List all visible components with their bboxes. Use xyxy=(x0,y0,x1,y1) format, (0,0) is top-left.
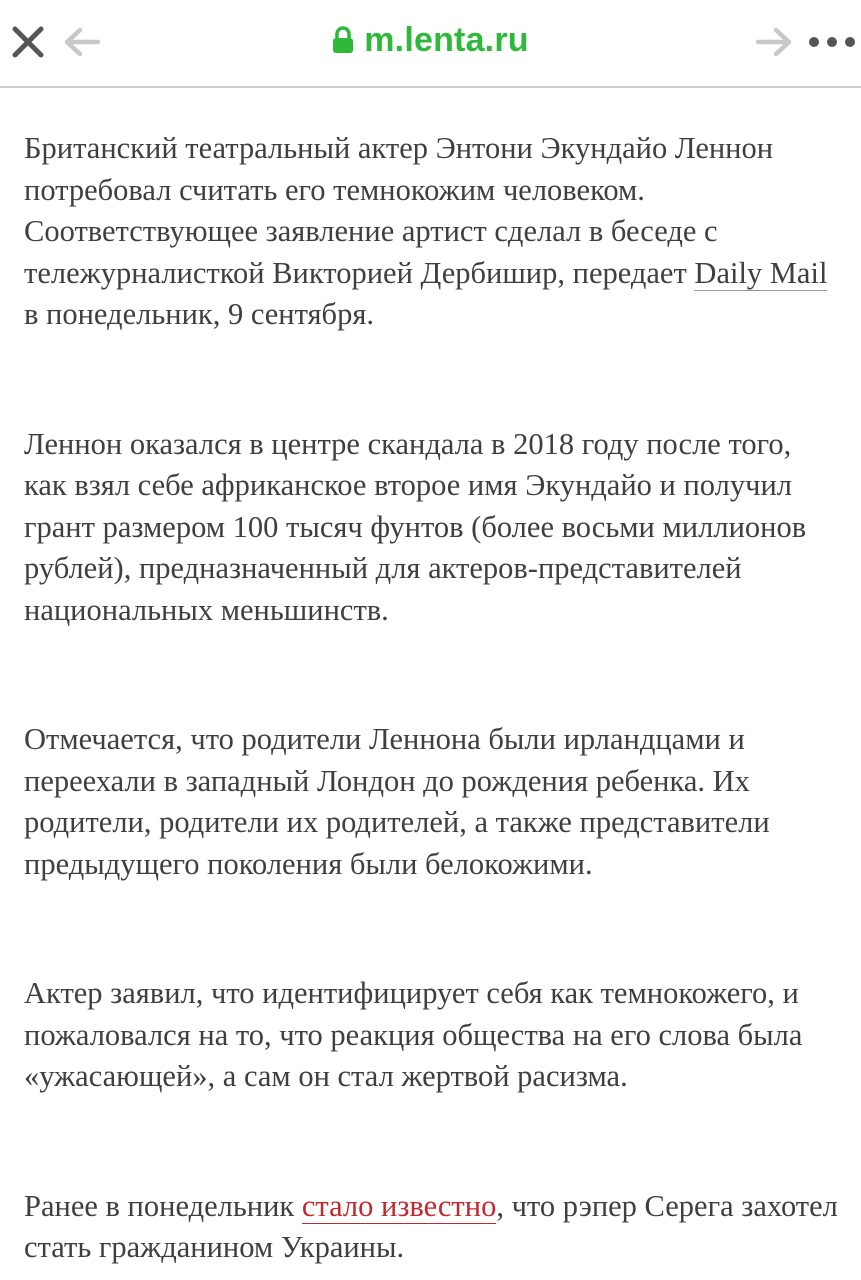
paragraph-text: , что рэпер Серега захотел стать гражданином Украины. xyxy=(24,1188,838,1264)
article-paragraph-1 xyxy=(24,128,839,336)
article-paragraph-4: Актер заявил, что идентифицирует себя как темнокожего, и пожаловался на то, что реакция общества на его слова была «ужасающей», а сам он стал жертвой расизма. xyxy=(24,976,803,1093)
arrow-right-icon xyxy=(754,26,794,58)
article-paragraph-3: Отмечается, что родители Леннона были ирландцами и переехали в западный Лондон до рождения ребенка. Их родители, родители их родителей, а также представители предыдущего поколения были белокожими. xyxy=(24,722,770,881)
daily-mail-link[interactable]: Daily Mail xyxy=(694,255,828,290)
url-text: m.lenta.ru xyxy=(364,20,529,59)
more-dots-icon xyxy=(806,35,858,49)
forward-button[interactable] xyxy=(754,22,794,62)
related-news-link[interactable]: стало известно xyxy=(301,1188,497,1223)
lock-icon xyxy=(332,26,354,54)
more-button[interactable] xyxy=(806,22,858,62)
browser-toolbar xyxy=(0,0,861,88)
article-paragraph-5 xyxy=(24,1186,839,1269)
address-bar[interactable] xyxy=(0,18,861,62)
paragraph-text: Ранее в понедельник xyxy=(24,1188,302,1223)
paragraph-text: в понедельник, 9 сентября. xyxy=(24,297,374,331)
article-body xyxy=(24,128,839,1269)
article-paragraph-2: Леннон оказался в центре скандала в 2018 году после того, как взял себе африканское второе имя Экундайо и получил грант размером 100 тысяч фунтов (более восьми миллионов рублей), предназначенный для актеров-представителей национальных меньшинств. xyxy=(24,426,807,627)
paragraph-text: Британский театральный актер Энтони Экундайо Леннон потребовал считать его темнокожим человеком. Соответствующее заявление артист сделал в беседе с тележурналисткой Викторией Дербишир, передает xyxy=(24,131,774,290)
